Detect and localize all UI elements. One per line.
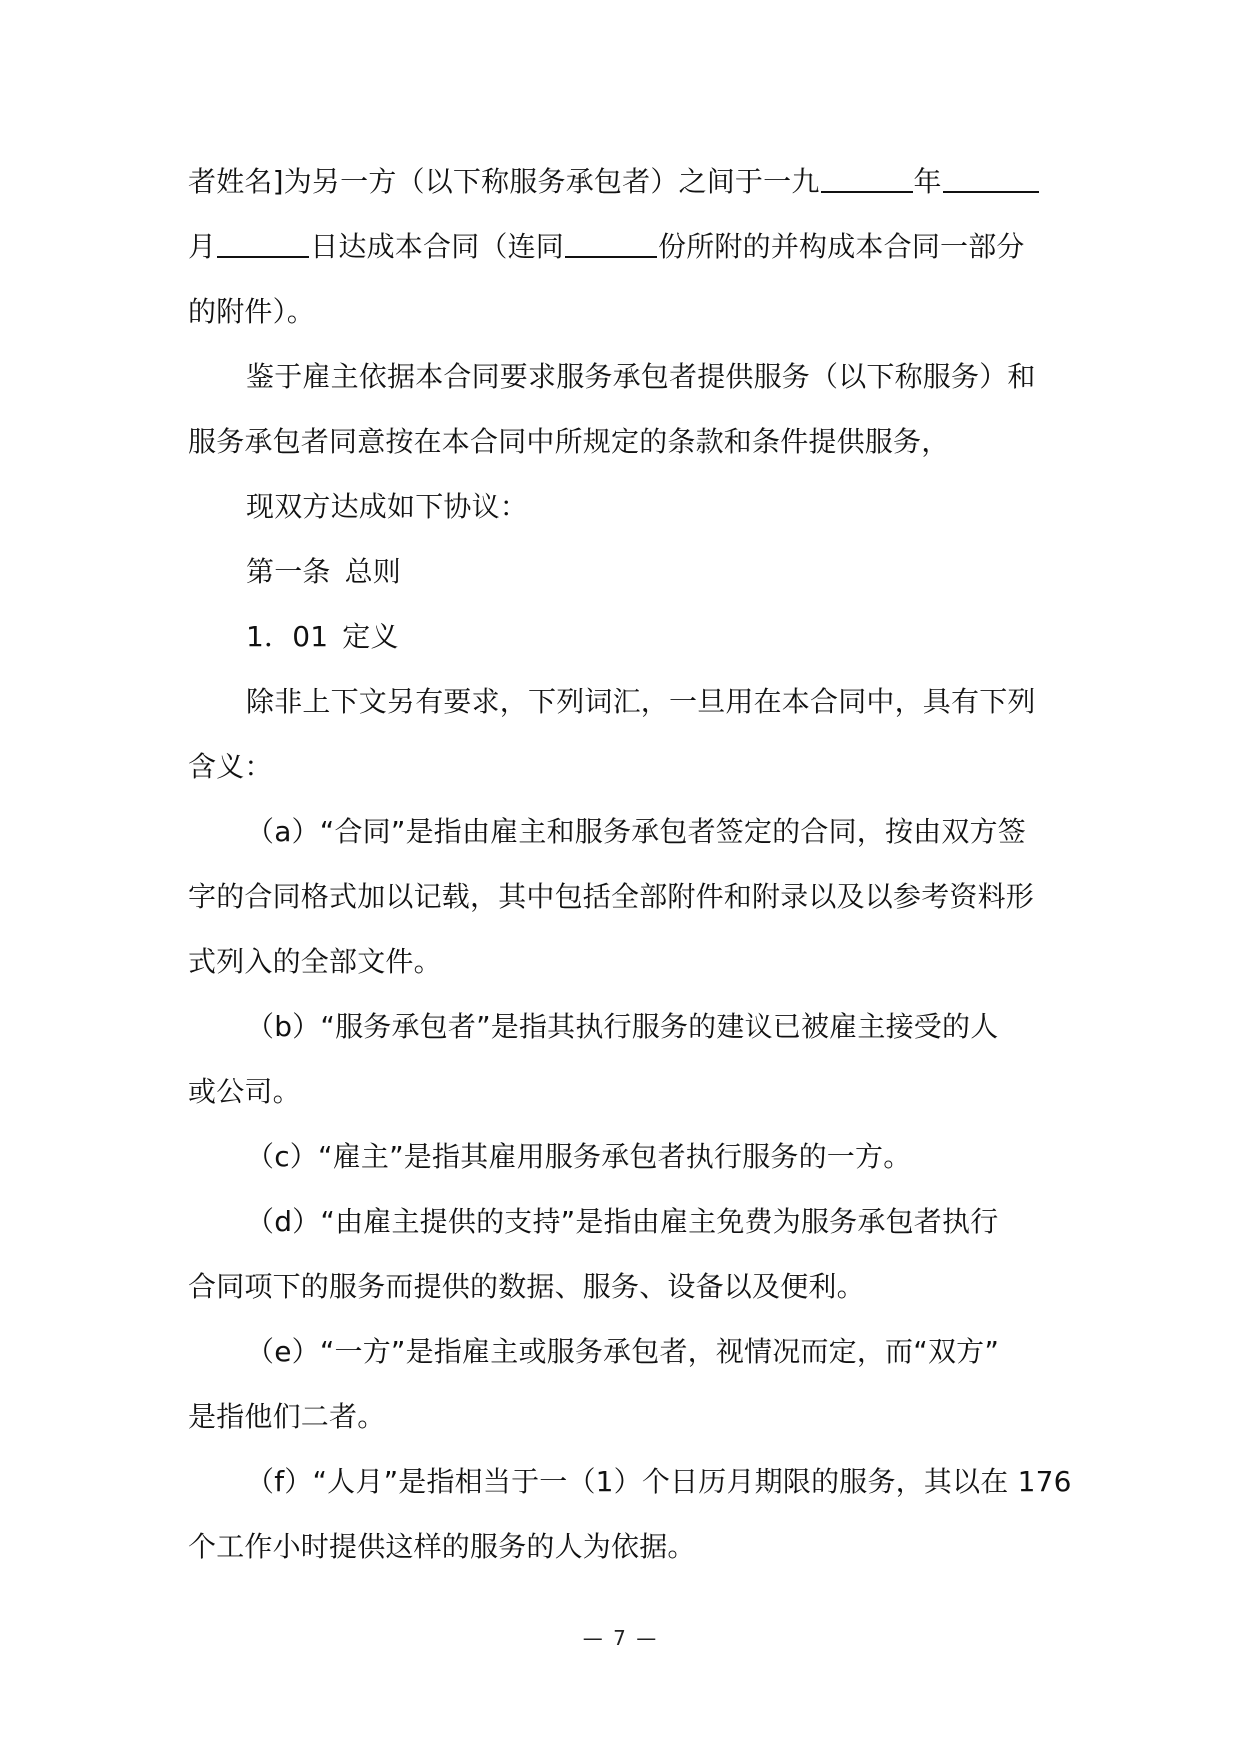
text-segment: 月 — [188, 230, 217, 263]
contract-body — [188, 156, 1072, 1586]
paragraph-agreement: 现双方达成如下协议： — [246, 490, 529, 523]
definition-f-line-1: （f）“人月”是指相当于一（1）个日历月期限的服务，其以在 176 — [246, 1465, 1072, 1498]
copies-blank — [565, 226, 657, 258]
definition-b-line-1: （b）“服务承包者”是指其执行服务的建议已被雇主接受的人 — [246, 1010, 999, 1043]
definition-a-line-1: （a）“合同”是指由雇主和服务承包者签定的合同，按由双方签 — [246, 815, 1026, 848]
text-segment: 年 — [913, 165, 942, 198]
section-heading — [188, 611, 1054, 676]
text-segment: 者姓名]为另一方（以下称服务承包者）之间于一九 — [188, 165, 820, 198]
text-segment: 日达成本合同（连同 — [310, 230, 565, 263]
definition-a-line-2: 字的合同格式加以记载，其中包括全部附件和附录以及以参考资料形 — [188, 880, 1035, 913]
text-segment: 份所附的并构成本合同一部分 — [658, 230, 1025, 263]
paragraph-whereas-line-2: 服务承包者同意按在本合同中所规定的条款和条件提供服务， — [188, 425, 950, 458]
paragraph-whereas-line-1: 鉴于雇主依据本合同要求服务承包者提供服务（以下称服务）和 — [246, 360, 1036, 393]
definition-a-line-3: 式列入的全部文件。 — [188, 945, 442, 978]
definition-f-line-2: 个工作小时提供这样的服务的人为依据。 — [188, 1530, 696, 1563]
paragraph-parties-line-2 — [188, 221, 1054, 286]
section-number: 1．01 — [246, 620, 329, 653]
definition-e-line-1: （e）“一方”是指雇主或服务承包者，视情况而定，而“双方” — [246, 1335, 1000, 1368]
definition-d-line-2: 合同项下的服务而提供的数据、服务、设备以及便利。 — [188, 1270, 865, 1303]
day-blank — [217, 226, 309, 258]
page-number: — 7 — — [582, 1626, 659, 1650]
article-title: 总则 — [344, 555, 402, 588]
paragraph-parties-line-3: 的附件）。 — [188, 295, 316, 328]
year-blank — [821, 161, 913, 193]
month-blank — [943, 161, 1039, 193]
article-heading — [188, 546, 1054, 611]
article-number: 第一条 — [246, 555, 331, 588]
section-title: 定义 — [342, 620, 399, 653]
paragraph-definitions-line-2: 含义： — [188, 750, 273, 783]
definition-b-line-2: 或公司。 — [188, 1075, 301, 1108]
paragraph-definitions-line-1: 除非上下文另有要求，下列词汇，一旦用在本合同中，具有下列 — [246, 685, 1036, 718]
definition-e-line-2: 是指他们二者。 — [188, 1400, 386, 1433]
paragraph-parties-line-1 — [188, 156, 1054, 221]
definition-d-line-1: （d）“由雇主提供的支持”是指由雇主免费为服务承包者执行 — [246, 1205, 999, 1238]
definition-c-line-1: （c）“雇主”是指其雇用服务承包者执行服务的一方。 — [246, 1140, 912, 1173]
